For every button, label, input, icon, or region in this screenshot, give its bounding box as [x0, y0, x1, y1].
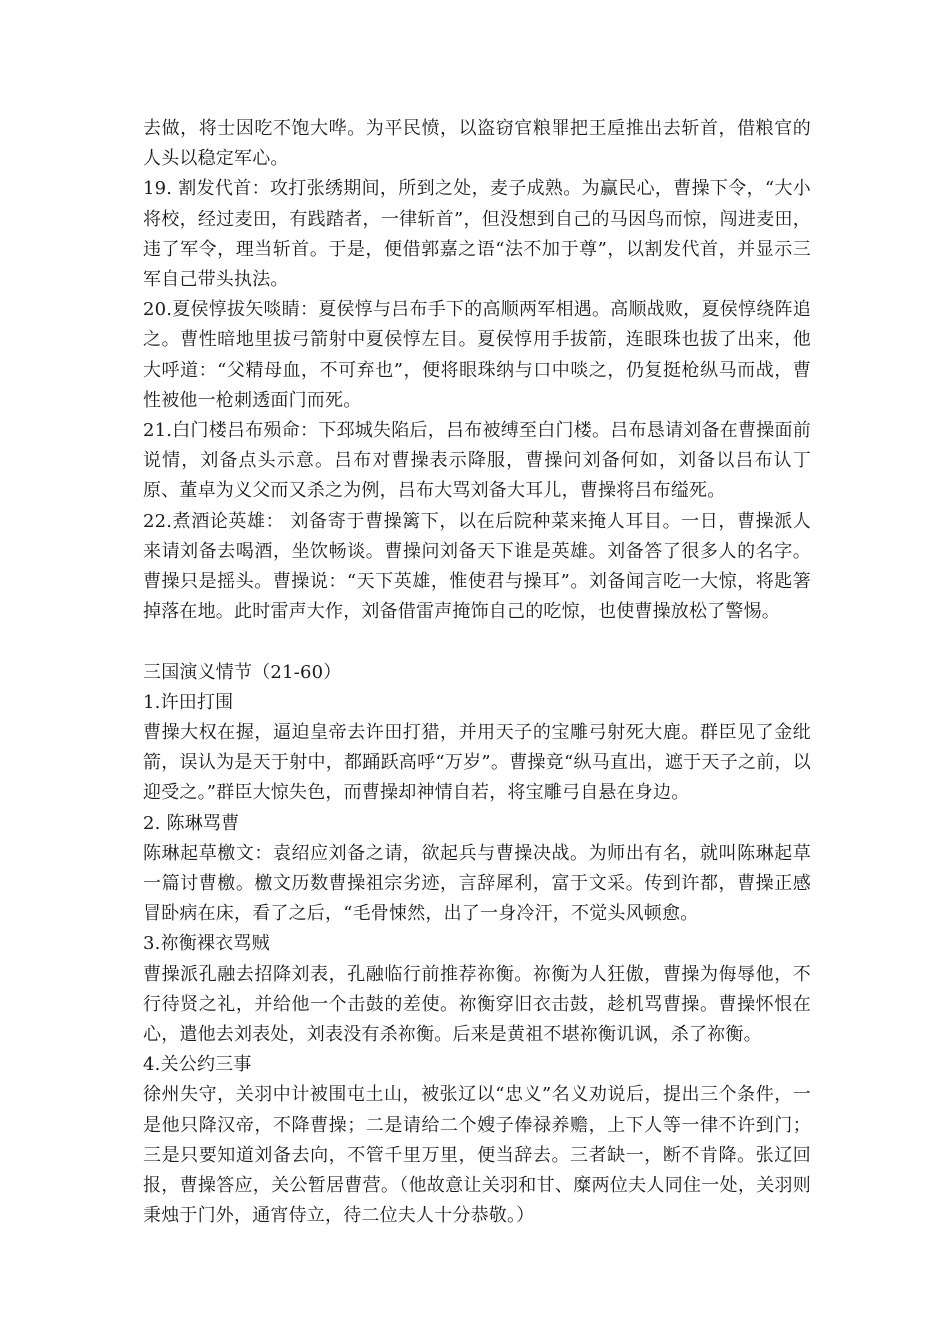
- document-page: [143, 114, 811, 1232]
- paragraph-item-22: 22.煮酒论英雄： 刘备寄于曹操篱下，以在后院种菜来掩人耳目。一日，曹操派人来请刘备去喝酒，坐饮畅谈。曹操问刘备天下谁是英雄。刘备答了很多人的名字。曹操只是摇头。曹操说：“天下英雄，惟使君与操耳”。刘备闻言吃一大惊，将匙箸掉落在地。此时雷声大作，刘备借雷声掩饰自己的吃惊，也使曹操放松了警惕。: [143, 510, 811, 623]
- item-body-3: 曹操派孔融去招降刘表，孔融临行前推荐祢衡。祢衡为人狂傲，曹操为侮辱他，不行待贤之礼，并给他一个击鼓的差使。祢衡穿旧衣击鼓，趁机骂曹操。曹操怀恨在心，遣他去刘表处，刘表没有杀祢衡。后来是黄祖不堪祢衡讥讽，杀了祢衡。: [143, 963, 811, 1046]
- blank-line: [143, 627, 811, 657]
- paragraph-item-21: 21.白门楼吕布殒命：下邳城失陷后，吕布被缚至白门楼。吕布恳请刘备在曹操面前说情，刘备点头示意。吕布对曹操表示降服，曹操问刘备何如，刘备以吕布认丁原、董卓为义父而又杀之为例，吕布大骂刘备大耳儿，曹操将吕布缢死。: [143, 420, 811, 502]
- paragraph-item-20: 20.夏侯惇拔矢啖睛：夏侯惇与吕布手下的高顺两军相遇。高顺战败，夏侯惇绕阵追之。曹性暗地里拔弓箭射中夏侯惇左目。夏侯惇用手拔箭，连眼珠也拔了出来，他大呼道：“父精母血，不可弃也”，便将眼珠纳与口中啖之，仍复挺枪纵马而战，曹性被他一枪刺透面门而死。: [143, 299, 811, 411]
- item-heading-2: 2. 陈琳骂曹: [143, 812, 240, 834]
- item-body-1: 曹操大权在握，逼迫皇帝去许田打猎，并用天子的宝雕弓射死大鹿。群臣见了金纰箭，误认为是天于射中，都踊跃高呼“万岁”。曹操竟“纵马直出，遮于天子之前，以迎受之。”群臣大惊失色，而曹操却神情自若，将宝雕弓自悬在身边。: [143, 722, 811, 804]
- item-body-2: 陈琳起草檄文：袁绍应刘备之请，欲起兵与曹操决战。为师出有名，就叫陈琳起草一篇讨曹檄。檄文历数曹操祖宗劣迹，言辞犀利，富于文采。传到许都，曹操正感冒卧病在床，看了之后，“毛骨悚然，出了一身冷汗，不觉头风顿愈。: [143, 842, 811, 925]
- section-title: 三国演义情节（21-60）: [143, 661, 342, 683]
- item-heading-1: 1.许田打围: [143, 691, 234, 713]
- item-heading-4: 4.关公约三事: [143, 1054, 252, 1076]
- paragraph-continuation: 去做，将士因吃不饱大哗。为平民愤，以盗窃官粮罪把王垕推出去斩首，借粮官的人头以稳定军心。: [143, 118, 811, 170]
- item-body-4: 徐州失守，关羽中计被围屯土山，被张辽以“忠义”名义劝说后，提出三个条件，一是他只降汉帝，不降曹操；二是请给二个嫂子俸禄养赡，上下人等一律不许到门；三是只要知道刘备去向，不管千里万里，便当辞去。三者缺一，断不肯降。张辽回报，曹操答应，关公暂居曹营。（他故意让关羽和甘、糜两位夫人同住一处，关羽则秉烛于门外，通宵侍立，待二位夫人十分恭敬。）: [143, 1084, 811, 1227]
- item-heading-3: 3.祢衡裸衣骂贼: [143, 933, 270, 955]
- paragraph-item-19: 19. 割发代首：攻打张绣期间，所到之处，麦子成熟。为赢民心，曹操下令，“大小将校，经过麦田，有践踏者，一律斩首”，但没想到自己的马因鸟而惊，闯进麦田，违了军令，理当斩首。于是，便借郭嘉之语“法不加于尊”，以割发代首，并显示三军自己带头执法。: [143, 178, 811, 291]
